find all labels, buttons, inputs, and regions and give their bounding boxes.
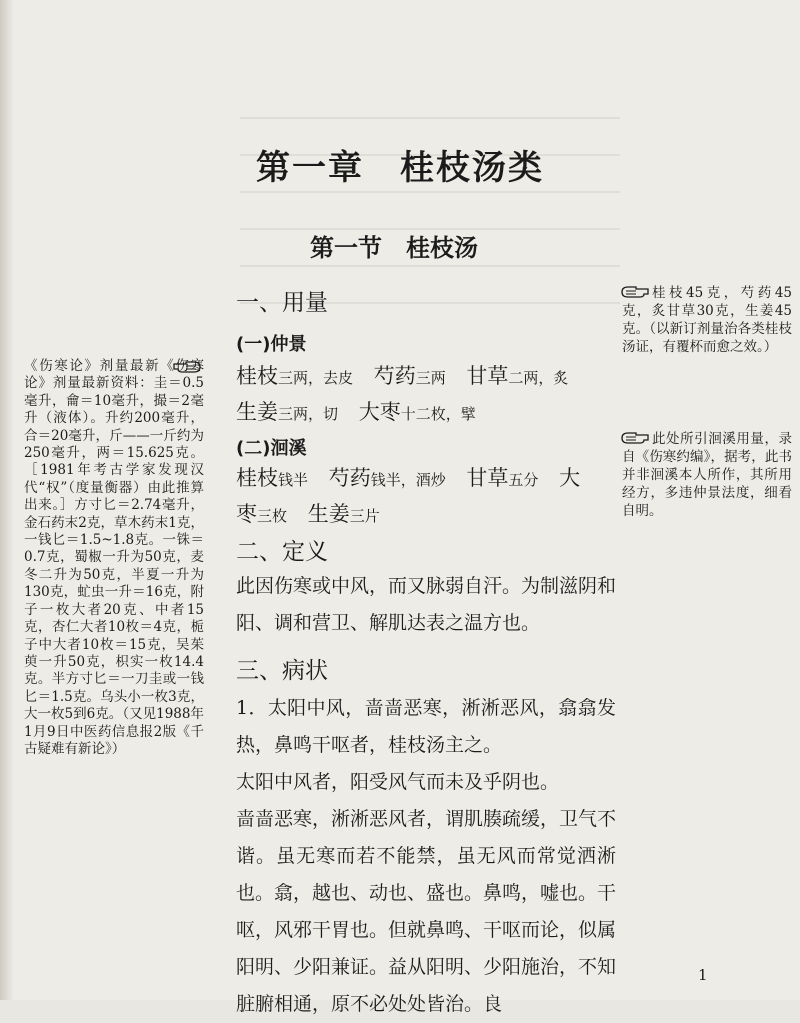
symptoms-paragraph-1: 1．太阳中风，啬啬恶寒，淅淅恶风，翕翕发热，鼻鸣干呕者，桂枝汤主之。 — [236, 697, 616, 756]
right-margin-note-1: 桂枝45克，芍药45克，炙甘草30克，生姜45克。（以新订剂量治各类桂枝汤证，有覆杯而愈之效。） — [622, 285, 792, 355]
heading-jiongxi: (二)洄溪 — [236, 438, 307, 459]
herb-name: 桂枝 — [236, 466, 278, 490]
definition-text-block — [236, 568, 616, 642]
herb-dose: 三片 — [349, 507, 380, 525]
herb-name: 芍药 — [373, 364, 416, 388]
herb-name: 大枣 — [358, 400, 401, 424]
right-margin-note-2: 此处所引洄溪用量，录自《伤寒约编》，据考，此书并非洄溪本人所作，其所用经方，多违仲景法度，细看自明。 — [622, 431, 792, 519]
heading-zhongjing: (一)仲景 — [236, 334, 307, 355]
herb-name: 枣 — [236, 502, 257, 526]
page-spine-shadow — [0, 0, 14, 1000]
definition-paragraph: 此因伤寒或中风，而又脉弱自汗。为制滋阴和阳、调和营卫、解肌达表之温方也。 — [236, 575, 617, 634]
heading-definition: 二、定义 — [236, 539, 328, 565]
herb-name: 生姜 — [236, 400, 278, 424]
symptoms-paragraph-3: 啬啬恶寒，淅淅恶风者，谓肌腠疏缓，卫气不谐。虽无寒而若不能禁，虽无风而常觉洒淅也。翕，越也、动也、盛也。鼻鸣，嘘也。干呕，风邪干胃也。但就鼻鸣、干呕而论，似属阳明、少阳兼证。益从阳明、少阳施治，不知脏腑相通，原不必处处皆治。良 — [236, 808, 617, 1015]
herb-dose: 钱半 — [278, 471, 309, 489]
herb-dose: 三两，切 — [278, 405, 339, 423]
herb-name: 生姜 — [307, 502, 350, 526]
herb-name: 芍药 — [328, 466, 371, 490]
herb-dose: 十二枚，擘 — [400, 405, 476, 423]
jiongxi-herbs-line-1 — [236, 460, 580, 498]
herb-dose: 五分 — [508, 471, 539, 489]
left-margin-note — [24, 358, 204, 758]
heading-usage: 一、用量 — [236, 290, 328, 316]
jiongxi-herbs-line-2 — [236, 496, 380, 534]
section-title: 第一节 桂枝汤 — [310, 234, 478, 262]
page-number: 1 — [698, 966, 708, 984]
herb-name: 甘草 — [466, 466, 509, 490]
symptoms-paragraph-2: 太阳中风者，阳受风气而未及乎阴也。 — [236, 771, 560, 793]
symptoms-text-block — [236, 690, 616, 1023]
herb-dose: 三两 — [415, 369, 446, 387]
herb-dose: 钱半，酒炒 — [370, 471, 446, 489]
heading-symptoms: 三、病状 — [236, 658, 328, 684]
herb-name: 甘草 — [466, 364, 509, 388]
herb-name: 大 — [559, 466, 581, 490]
zhongjing-herbs-line-1 — [236, 358, 568, 396]
pointing-hand-icon — [172, 360, 202, 374]
left-note-text: 《伤寒论》剂量最新《伤寒论》剂量最新资料：圭＝0.5毫升，龠＝10毫升，撮＝2毫升（液体）。升约200毫升，合＝20毫升，斤——一斤约为250毫升，两＝15.625克。［1981年考古学家发现汉代“权”（度量衡器）由此推算出来。］方寸匕＝2.74毫升，金石药末2克，草木药末1克，一钱匕＝1.5~1.8克。一铢＝0.7克，蜀椒一升为50克，麦冬二升为50克，半夏一升为130克，虻虫一升＝16克，附子一枚大者20克、中者15克，杏仁大者10枚＝4克，栀子中大者10枚＝15克，吴茱萸一升50克，枳实一枚14.4克。半方寸匕＝一刀圭或一钱匕＝1.5克。乌头小一枚3克，大一枚5到6克。（又见1988年1月9日中医药信息报2版《千古疑难有新论》） — [24, 358, 204, 757]
chapter-title: 第一章 桂枝汤类 — [256, 148, 544, 188]
zhongjing-herbs-line-2 — [236, 394, 476, 432]
herb-dose: 三两，去皮 — [278, 369, 354, 387]
herb-dose: 二两，炙 — [508, 369, 569, 387]
herb-dose: 三枚 — [257, 507, 288, 525]
herb-name: 桂枝 — [236, 364, 278, 388]
